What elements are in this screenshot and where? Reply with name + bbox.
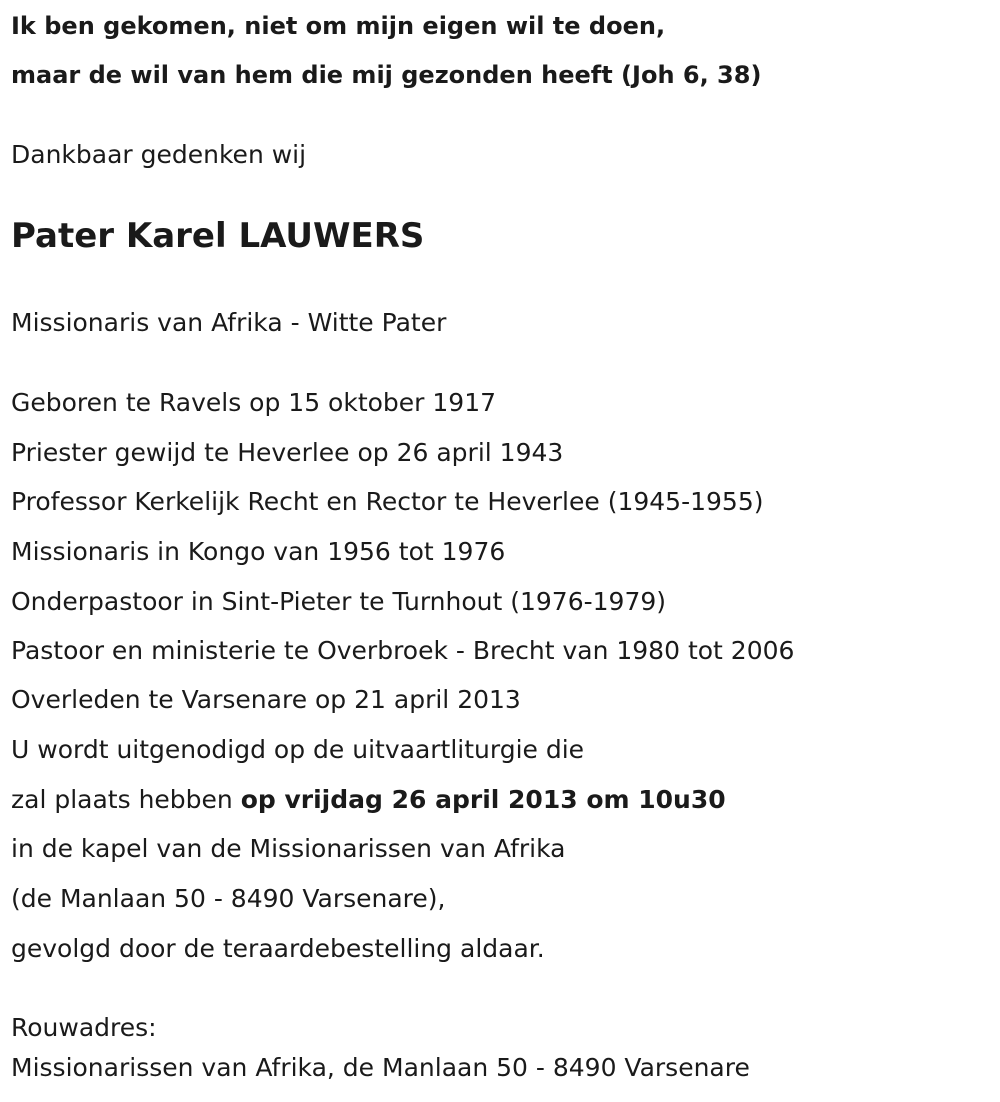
deceased-title: Missionaris van Afrika - Witte Pater [11, 308, 447, 337]
bio-line-overbroek: Pastoor en ministerie te Overbroek - Brecht van 1980 tot 2006 [11, 636, 795, 665]
bible-quote-line-1: Ik ben gekomen, niet om mijn eigen wil te doen, [11, 12, 666, 40]
bio-line-ordination: Priester gewijd te Heverlee op 26 april 1943 [11, 438, 564, 467]
funeral-location-line-2: (de Manlaan 50 - 8490 Varsenare), [11, 884, 446, 913]
mourning-address: Missionarissen van Afrika, de Manlaan 50 - 8490 Varsenare [11, 1053, 750, 1082]
funeral-burial-line: gevolgd door de teraardebestelling aldaar. [11, 934, 545, 963]
bible-quote-line-2: maar de wil van hem die mij gezonden heeft (Joh 6, 38) [11, 61, 762, 89]
bio-line-death: Overleden te Varsenare op 21 april 2013 [11, 685, 521, 714]
funeral-prefix: zal plaats hebben [11, 785, 241, 814]
bio-line-congo: Missionaris in Kongo van 1956 tot 1976 [11, 537, 506, 566]
funeral-date: op vrijdag 26 april 2013 om 10u30 [240, 785, 726, 814]
mourning-address-label: Rouwadres: [11, 1013, 157, 1042]
bio-line-professor: Professor Kerkelijk Recht en Rector te Heverlee (1945-1955) [11, 487, 764, 516]
deceased-name: Pater Karel LAUWERS [11, 216, 425, 256]
intro-text: Dankbaar gedenken wij [11, 140, 307, 169]
bio-line-birth: Geboren te Ravels op 15 oktober 1917 [11, 388, 497, 417]
bio-line-turnhout: Onderpastoor in Sint-Pieter te Turnhout (1976-1979) [11, 587, 667, 616]
funeral-location-line-1: in de kapel van de Missionarissen van Afrika [11, 834, 566, 863]
funeral-invitation-line-1: U wordt uitgenodigd op de uitvaartliturgie die [11, 735, 585, 764]
funeral-invitation-line-2 [11, 785, 726, 815]
